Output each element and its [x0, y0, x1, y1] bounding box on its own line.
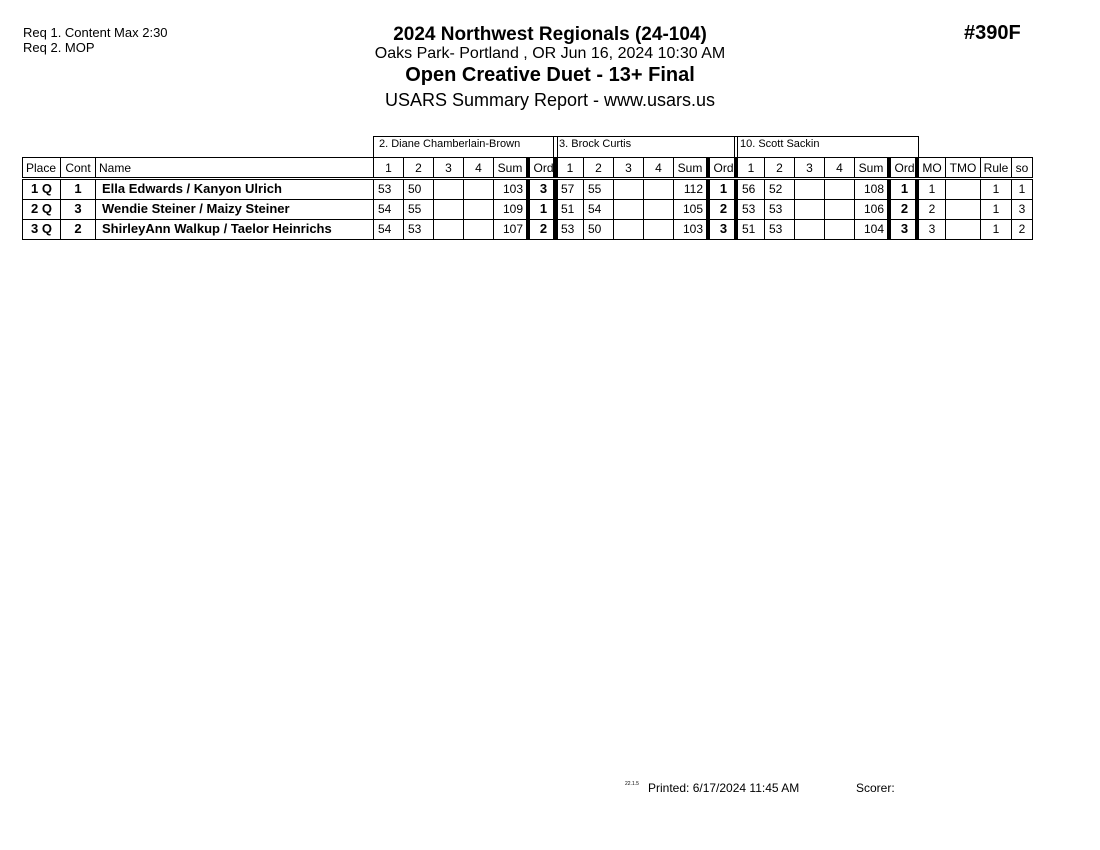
- col-header-judge3-sum: Sum: [854, 157, 888, 178]
- judge2-s4-cell: [643, 199, 674, 220]
- judge1-s3-cell: [433, 179, 464, 200]
- judge2-ord-cell: 2: [706, 199, 738, 220]
- judge1-ord-cell: 2: [526, 219, 558, 240]
- cont-cell: 2: [60, 219, 96, 240]
- judge3-s3-cell: [794, 179, 825, 200]
- judge3-sum-cell: 106: [854, 199, 888, 220]
- judge3-s4-cell: [824, 179, 855, 200]
- judge3-sum-cell: 108: [854, 179, 888, 200]
- col-header-judge1-sum: Sum: [493, 157, 527, 178]
- so-cell: 3: [1011, 199, 1033, 220]
- col-header-judge2-s2: 2: [583, 157, 614, 178]
- mo-cell: 1: [915, 179, 946, 200]
- so-cell: 2: [1011, 219, 1033, 240]
- judge3-s4-cell: [824, 199, 855, 220]
- judge3-s2-cell: 53: [764, 199, 795, 220]
- judge2-s2-cell: 54: [583, 199, 614, 220]
- event-number: #390F: [964, 22, 1021, 44]
- judge1-s4-cell: [463, 179, 494, 200]
- judge2-s3-cell: [613, 199, 644, 220]
- location-date: Oaks Park- Portland , OR Jun 16, 2024 10:30 AM: [374, 45, 726, 62]
- col-header-mo: MO: [915, 157, 946, 178]
- so-cell: 1: [1011, 179, 1033, 200]
- judge2-s3-cell: [613, 179, 644, 200]
- judge1-s2-cell: 53: [403, 219, 434, 240]
- rule-cell: 1: [980, 199, 1012, 220]
- report-title: USARS Summary Report - www.usars.us: [384, 90, 716, 110]
- version-label: 22.1.5: [625, 781, 639, 787]
- judge1-s1-cell: 53: [373, 179, 404, 200]
- judge1-sum-cell: 103: [493, 179, 527, 200]
- judge3-s2-cell: 53: [764, 219, 795, 240]
- scorer-label: Scorer:: [856, 781, 895, 795]
- judge3-s1-cell: 56: [734, 179, 765, 200]
- judge2-sum-cell: 105: [673, 199, 707, 220]
- judge2-s3-cell: [613, 219, 644, 240]
- judge1-s3-cell: [433, 199, 464, 220]
- mo-cell: 2: [915, 199, 946, 220]
- requirement-1: Req 1. Content Max 2:30: [23, 25, 168, 40]
- printed-timestamp: Printed: 6/17/2024 11:45 AM: [648, 781, 800, 795]
- judge2-s4-cell: [643, 219, 674, 240]
- col-header-judge3-s2: 2: [764, 157, 795, 178]
- cont-cell: 1: [60, 179, 96, 200]
- judge1-s4-cell: [463, 219, 494, 240]
- col-header-name: Name: [95, 157, 374, 178]
- col-header-judge2-s1: 1: [553, 157, 584, 178]
- judge1-ord-cell: 1: [526, 199, 558, 220]
- judge1-s1-cell: 54: [373, 219, 404, 240]
- judge3-ord-cell: 1: [887, 179, 919, 200]
- place-cell: 1 Q: [22, 179, 61, 200]
- judge2-s1-cell: 53: [553, 219, 584, 240]
- col-header-judge3-s1: 1: [734, 157, 765, 178]
- col-header-judge2-s4: 4: [643, 157, 674, 178]
- skater-name-cell: ShirleyAnn Walkup / Taelor Heinrichs: [95, 219, 374, 240]
- mo-cell: 3: [915, 219, 946, 240]
- col-header-judge1-s2: 2: [403, 157, 434, 178]
- judge2-s2-cell: 55: [583, 179, 614, 200]
- judge2-sum-cell: 103: [673, 219, 707, 240]
- judge3-s1-cell: 51: [734, 219, 765, 240]
- col-header-judge2-sum: Sum: [673, 157, 707, 178]
- judge3-sum-cell: 104: [854, 219, 888, 240]
- judge2-ord-cell: 3: [706, 219, 738, 240]
- col-header-rule: Rule: [980, 157, 1012, 178]
- competition-title: 2024 Northwest Regionals (24-104): [393, 24, 707, 45]
- tmo-cell: [945, 179, 981, 200]
- rule-cell: 1: [980, 219, 1012, 240]
- col-header-so: so: [1011, 157, 1033, 178]
- col-header-judge1-ord: Ord: [526, 157, 558, 178]
- skater-name-cell: Ella Edwards / Kanyon Ulrich: [95, 179, 374, 200]
- judge3-ord-cell: 3: [887, 219, 919, 240]
- col-header-judge3-ord: Ord: [887, 157, 919, 178]
- judge1-s4-cell: [463, 199, 494, 220]
- col-header-judge3-s4: 4: [824, 157, 855, 178]
- judge2-ord-cell: 1: [706, 179, 738, 200]
- requirement-2: Req 2. MOP: [23, 40, 95, 55]
- tmo-cell: [945, 219, 981, 240]
- judge2-sum-cell: 112: [673, 179, 707, 200]
- col-header-cont: Cont: [60, 157, 96, 178]
- col-header-judge1-s1: 1: [373, 157, 404, 178]
- col-header-judge3-s3: 3: [794, 157, 825, 178]
- judge3-ord-cell: 2: [887, 199, 919, 220]
- rule-cell: 1: [980, 179, 1012, 200]
- place-cell: 2 Q: [22, 199, 61, 220]
- col-header-judge1-s4: 4: [463, 157, 494, 178]
- skater-name-cell: Wendie Steiner / Maizy Steiner: [95, 199, 374, 220]
- cont-cell: 3: [60, 199, 96, 220]
- judge2-s1-cell: 57: [553, 179, 584, 200]
- judge-header-1: 2. Diane Chamberlain-Brown: [373, 136, 558, 158]
- judge1-s3-cell: [433, 219, 464, 240]
- judge1-s2-cell: 55: [403, 199, 434, 220]
- event-title: Open Creative Duet - 13+ Final: [405, 64, 695, 86]
- judge-header-2: 3. Brock Curtis: [553, 136, 738, 158]
- place-cell: 3 Q: [22, 219, 61, 240]
- judge1-sum-cell: 107: [493, 219, 527, 240]
- judge1-sum-cell: 109: [493, 199, 527, 220]
- judge1-ord-cell: 3: [526, 179, 558, 200]
- judge2-s2-cell: 50: [583, 219, 614, 240]
- judge1-s2-cell: 50: [403, 179, 434, 200]
- judge1-s1-cell: 54: [373, 199, 404, 220]
- col-header-judge2-ord: Ord: [706, 157, 738, 178]
- col-header-judge1-s3: 3: [433, 157, 464, 178]
- judge2-s1-cell: 51: [553, 199, 584, 220]
- tmo-cell: [945, 199, 981, 220]
- judge2-s4-cell: [643, 179, 674, 200]
- col-header-judge2-s3: 3: [613, 157, 644, 178]
- judge3-s3-cell: [794, 199, 825, 220]
- col-header-tmo: TMO: [945, 157, 981, 178]
- judge3-s2-cell: 52: [764, 179, 795, 200]
- judge3-s3-cell: [794, 219, 825, 240]
- judge3-s4-cell: [824, 219, 855, 240]
- judge-header-3: 10. Scott Sackin: [734, 136, 919, 158]
- col-header-place: Place: [22, 157, 61, 178]
- judge3-s1-cell: 53: [734, 199, 765, 220]
